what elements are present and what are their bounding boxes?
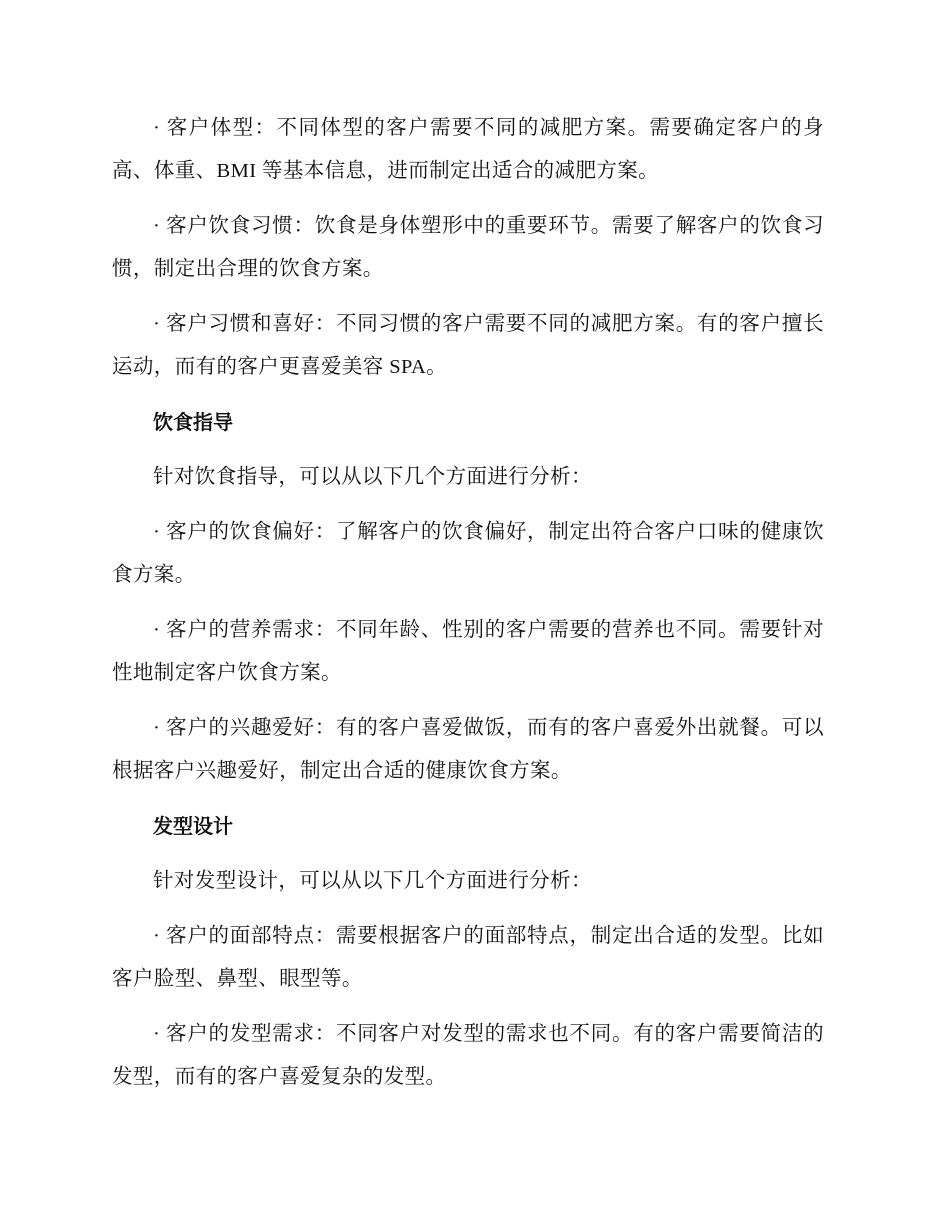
bullet-facial-features: · 客户的面部特点：需要根据客户的面部特点，制定出合适的发型。比如客户脸型、鼻型、眼型等。	[112, 925, 824, 990]
document-body	[112, 107, 824, 1111]
intro-diet-guidance: 针对饮食指导，可以从以下几个方面进行分析：	[153, 466, 592, 488]
bullet-hairstyle-needs: · 客户的发型需求：不同客户对发型的需求也不同。有的客户需要简洁的发型，而有的客户喜爱复杂的发型。	[112, 1023, 824, 1088]
section-heading-diet-guidance: 饮食指导	[153, 410, 233, 434]
bullet-diet-habits: · 客户饮食习惯：饮食是身体塑形中的重要环节。需要了解客户的饮食习惯，制定出合理的饮食方案。	[112, 215, 824, 280]
bullet-nutrition-needs: · 客户的营养需求：不同年龄、性别的客户需要的营养也不同。需要针对性地制定客户饮食方案。	[112, 619, 824, 684]
bullet-habits-preferences: · 客户习惯和喜好：不同习惯的客户需要不同的减肥方案。有的客户擅长运动，而有的客户更喜爱美容 SPA。	[112, 313, 824, 378]
bullet-diet-preference: · 客户的饮食偏好：了解客户的饮食偏好，制定出符合客户口味的健康饮食方案。	[112, 521, 824, 586]
bullet-body-shape: · 客户体型：不同体型的客户需要不同的减肥方案。需要确定客户的身高、体重、BMI 等基本信息，进而制定出适合的减肥方案。	[112, 117, 824, 182]
section-heading-hairstyle-design: 发型设计	[153, 814, 233, 838]
bullet-interests-hobbies: · 客户的兴趣爱好：有的客户喜爱做饭，而有的客户喜爱外出就餐。可以根据客户兴趣爱好，制定出合适的健康饮食方案。	[112, 717, 824, 782]
intro-hairstyle-design: 针对发型设计，可以从以下几个方面进行分析：	[153, 870, 592, 892]
